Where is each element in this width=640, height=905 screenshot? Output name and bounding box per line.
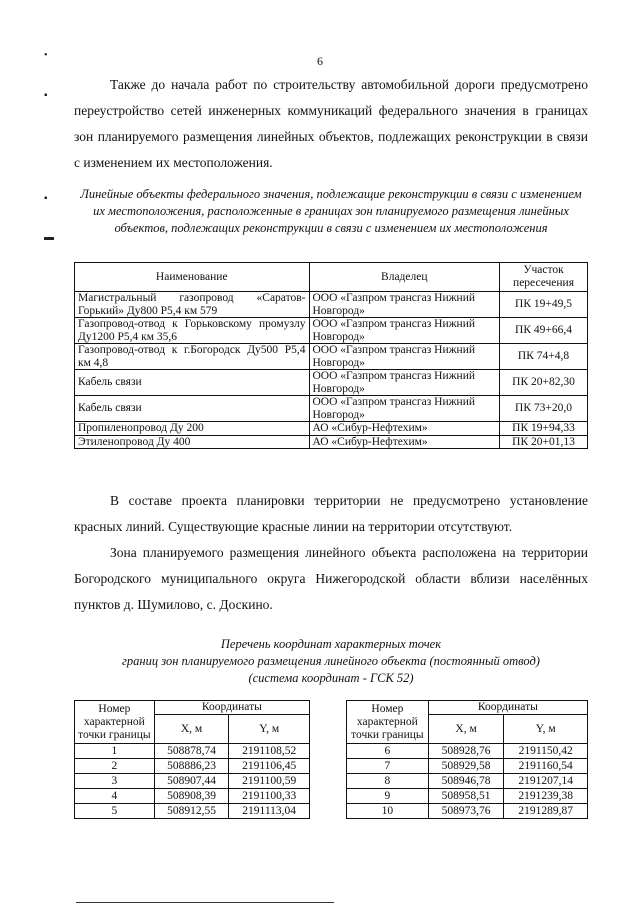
table-row [347, 774, 588, 789]
cell-x: 508912,55 [154, 804, 229, 819]
cell-pk: ПК 20+01,13 [500, 435, 588, 449]
cell-y: 2191150,42 [504, 744, 588, 759]
header-point-number: Номер характерной точки границы [75, 701, 155, 744]
table2-caption [74, 636, 588, 687]
cell-y: 2191289,87 [504, 804, 588, 819]
header-point-number: Номер характерной точки границы [347, 701, 429, 744]
cell-point: 6 [347, 744, 429, 759]
cell-x: 508878,74 [154, 744, 229, 759]
table-row [75, 759, 310, 774]
cell-y: 2191108,52 [229, 744, 310, 759]
table-row [75, 804, 310, 819]
paragraph-reconstruction: Также до начала работ по строительству автомобильной дороги предусмотрено переустройство сетей инженерных коммуникаций федерального значения в границах зон планируемого размещения линейных объектов, подлежащих реконструкции в связи с изменением их местоположения. [74, 77, 588, 170]
table-row [347, 804, 588, 819]
cell-point: 10 [347, 804, 429, 819]
scan-mark: ▬ [44, 232, 54, 243]
footer-divider [76, 902, 334, 903]
caption-line: границ зон планируемого размещения линейного объекта (постоянный отвод) [122, 654, 540, 668]
cell-x: 508946,78 [428, 774, 504, 789]
table-row [75, 396, 588, 422]
table-row [75, 422, 588, 436]
cell-name: Газопровод-отвод к Горьковскому промузлу Ду1200 Р5,4 км 35,6 [75, 318, 310, 344]
caption-line: Перечень координат характерных точек [220, 637, 442, 651]
header-coordinates: Координаты [154, 701, 309, 715]
cell-owner: ООО «Газпром трансгаз Нижний Новгород» [309, 344, 500, 370]
cell-y: 2191160,54 [504, 759, 588, 774]
cell-x: 508886,23 [154, 759, 229, 774]
table-header-row [75, 263, 588, 292]
caption-line: (система координат - ГСК 52) [248, 671, 414, 685]
cell-name: Газопровод-отвод к г.Богородск Ду500 Р5,4 км 4,8 [75, 344, 310, 370]
header-x: X, м [154, 715, 229, 744]
cell-point: 9 [347, 789, 429, 804]
cell-x: 508908,39 [154, 789, 229, 804]
cell-y: 2191100,59 [229, 774, 310, 789]
cell-owner: ООО «Газпром трансгаз Нижний Новгород» [309, 318, 500, 344]
cell-point: 4 [75, 789, 155, 804]
cell-y: 2191207,14 [504, 774, 588, 789]
cell-x: 508929,58 [428, 759, 504, 774]
cell-point: 2 [75, 759, 155, 774]
header-owner: Владелец [309, 263, 500, 292]
cell-y: 2191239,38 [504, 789, 588, 804]
scan-mark: ▪ [44, 90, 48, 101]
cell-point: 1 [75, 744, 155, 759]
cell-x: 508958,51 [428, 789, 504, 804]
cell-y: 2191113,04 [229, 804, 310, 819]
cell-name: Кабель связи [75, 370, 310, 396]
table-row [75, 789, 310, 804]
header-y: Y, м [229, 715, 310, 744]
cell-owner: АО «Сибур-Нефтехим» [309, 435, 500, 449]
coordinates-table-right [346, 700, 588, 819]
table-row [347, 744, 588, 759]
table1-caption: Линейные объекты федерального значения, подлежащие реконструкции в связи с изменением их местоположения, расположенные в границах зон планируемого размещения линейных объектов, подлежащих реконструкции в связи с изменением их местоположения [80, 187, 582, 235]
cell-name: Кабель связи [75, 396, 310, 422]
coordinates-table-left [74, 700, 310, 819]
cell-pk: ПК 74+4,8 [500, 344, 588, 370]
cell-owner: ООО «Газпром трансгаз Нижний Новгород» [309, 396, 500, 422]
cell-point: 5 [75, 804, 155, 819]
header-coordinates: Координаты [428, 701, 587, 715]
table-header-row [75, 701, 310, 715]
cell-pk: ПК 73+20,0 [500, 396, 588, 422]
cell-x: 508928,76 [428, 744, 504, 759]
cell-name: Пропиленопровод Ду 200 [75, 422, 310, 436]
table-row [75, 774, 310, 789]
header-name: Наименование [75, 263, 310, 292]
table-row [347, 789, 588, 804]
cell-x: 508907,44 [154, 774, 229, 789]
cell-owner: ООО «Газпром трансгаз Нижний Новгород» [309, 370, 500, 396]
cell-point: 3 [75, 774, 155, 789]
cell-y: 2191106,45 [229, 759, 310, 774]
cell-x: 508973,76 [428, 804, 504, 819]
cell-point: 7 [347, 759, 429, 774]
paragraph-location: Зона планируемого размещения линейного объекта расположена на территории Богородского муниципального округа Нижегородской области вблизи населённых пунктов д. Шумилово, с. Доскино. [74, 545, 588, 612]
paragraph-red-lines: В составе проекта планировки территории не предусмотрено установление красных линий. Существующие красные линии на территории отсутствуют. [74, 493, 588, 534]
cell-name: Магистральный газопровод «Саратов-Горький» Ду800 Р5,4 км 579 [75, 292, 310, 318]
linear-objects-table [74, 262, 588, 449]
table-row [75, 435, 588, 449]
table-header-row [347, 701, 588, 715]
page-number: 6 [317, 54, 323, 68]
table-row [75, 744, 310, 759]
header-x: X, м [428, 715, 504, 744]
cell-owner: ООО «Газпром трансгаз Нижний Новгород» [309, 292, 500, 318]
header-section: Участок пересечения [500, 263, 588, 292]
cell-owner: АО «Сибур-Нефтехим» [309, 422, 500, 436]
cell-pk: ПК 49+66,4 [500, 318, 588, 344]
scan-mark: ▪ [44, 193, 48, 204]
cell-pk: ПК 19+49,5 [500, 292, 588, 318]
header-y: Y, м [504, 715, 588, 744]
cell-y: 2191100,33 [229, 789, 310, 804]
cell-point: 8 [347, 774, 429, 789]
cell-pk: ПК 20+82,30 [500, 370, 588, 396]
cell-pk: ПК 19+94,33 [500, 422, 588, 436]
table-row [75, 292, 588, 318]
table-row [75, 370, 588, 396]
table-row [75, 318, 588, 344]
scan-mark: • [44, 50, 48, 61]
table-row [347, 759, 588, 774]
table-row [75, 344, 588, 370]
cell-name: Этиленопровод Ду 400 [75, 435, 310, 449]
